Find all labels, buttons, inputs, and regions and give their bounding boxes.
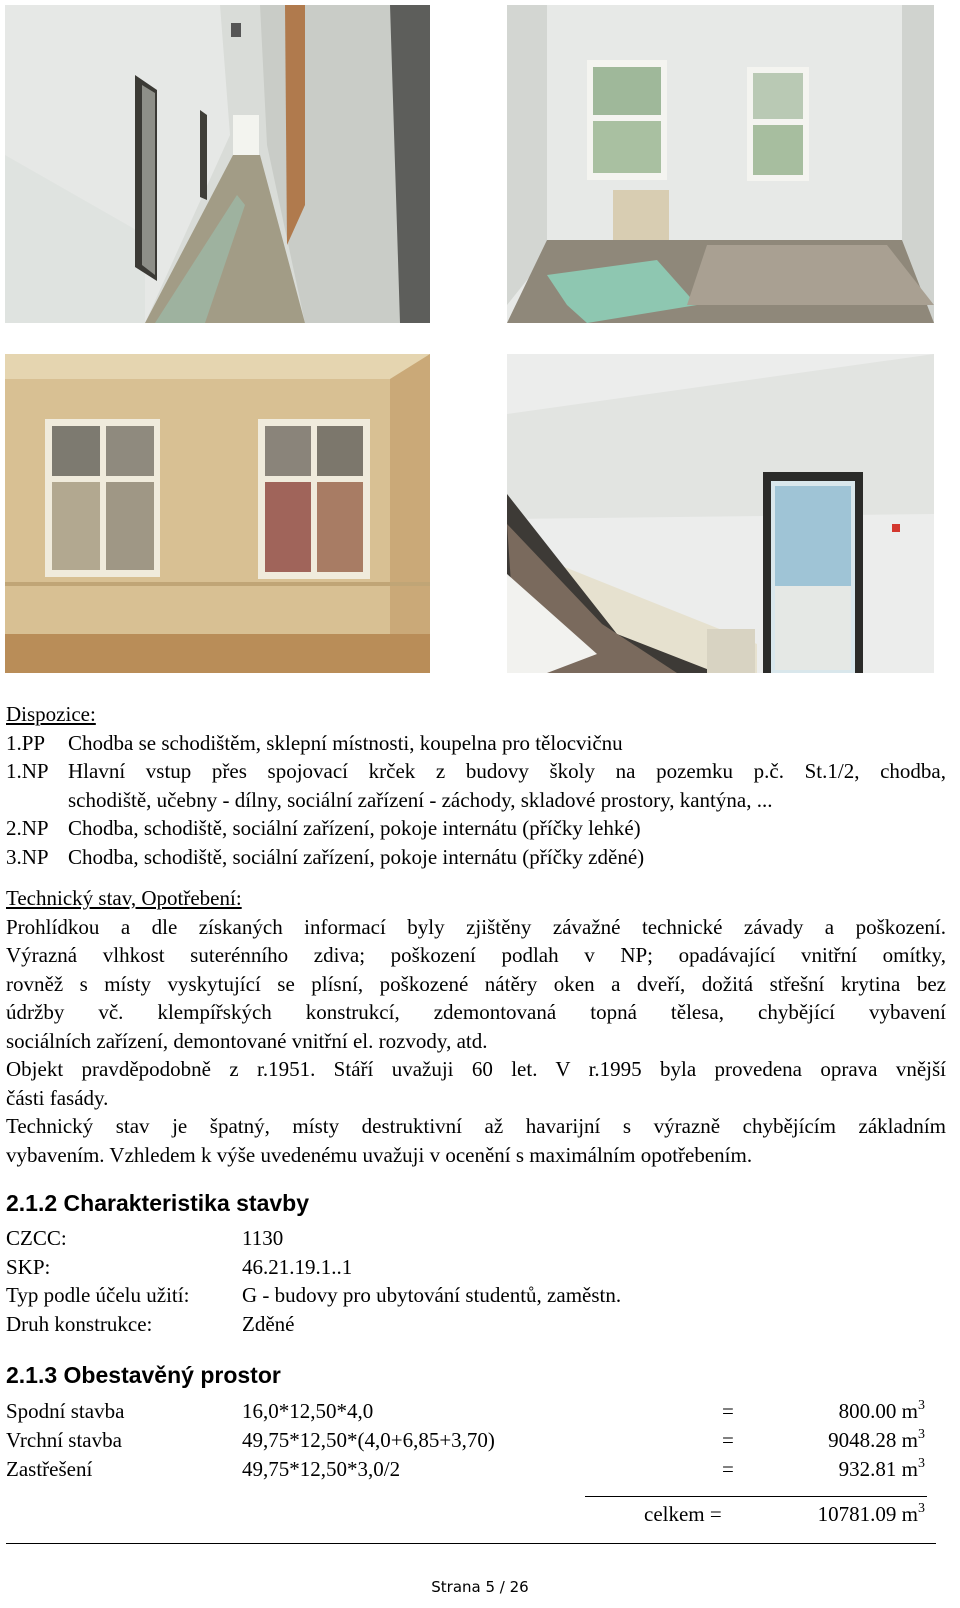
paragraph-line: Prohlídkou a dle získaných informací byly zjištěny závažné technické závady a poškození. [6, 914, 946, 939]
kv-value: G - budovy pro ubytování studentů, zaměstn. [242, 1283, 622, 1307]
floor-code: 1.NP [6, 759, 49, 783]
technicky-stav-heading: Technický stav, Opotřebení: [6, 886, 242, 910]
paragraph-line: části fasády. [6, 1085, 109, 1110]
floor-code: 2.NP [6, 816, 49, 840]
volume-label: Zastřešení [6, 1457, 93, 1481]
floor-description: Chodba, schodiště, sociální zařízení, pokoje internátu (příčky zděné) [68, 844, 645, 869]
total-label: celkem = [644, 1502, 722, 1526]
charakteristika-heading: 2.1.2 Charakteristika stavby [6, 1190, 310, 1216]
paragraph-line: sociálních zařízení, demontované vnitřní el. rozvody, atd. [6, 1028, 488, 1053]
kv-row [6, 1310, 621, 1339]
total-row [6, 1500, 942, 1529]
kv-row [6, 1281, 621, 1310]
paragraph-line: Výrazná vlhkost suterénního zdiva; poškození podlah v NP; opadávající vnitřní omítky, [6, 943, 946, 967]
volume-value: 932.81 m [838, 1457, 918, 1481]
total-value: 10781.09 m [817, 1502, 918, 1526]
volume-row [6, 1397, 942, 1426]
paragraph-line: údržby vč. klempířských konstrukcí, zdemontovaná topná tělesa, chybějící vybavení [6, 1000, 946, 1024]
floor-description: Chodba se schodištěm, sklepní místnosti, koupelna pro tělocvičnu [68, 730, 623, 755]
unit-exponent: 3 [918, 1427, 925, 1442]
dispozice-heading: Dispozice: [6, 702, 96, 726]
equals-sign: = [722, 1399, 734, 1423]
floor-description: Hlavní vstup přes spojovací krček z budovy školy na pozemku p.č. St.1/2, chodba, [68, 759, 946, 783]
kv-value: 1130 [242, 1226, 284, 1250]
floor-row [6, 729, 946, 758]
equals-sign: = [722, 1457, 734, 1481]
page-number: Strana 5 / 26 [431, 1578, 529, 1596]
floor-description-continued: schodiště, učebny - dílny, sociální zařízení - záchody, skladové prostory, kantýna, ... [68, 787, 773, 812]
dispozice-section [6, 700, 946, 871]
volume-value: 800.00 m [838, 1399, 918, 1423]
kv-label: Druh konstrukce: [6, 1311, 153, 1336]
floor-row [6, 843, 946, 872]
volume-formula: 49,75*12,50*(4,0+6,85+3,70) [242, 1428, 495, 1452]
kv-label: CZCC: [6, 1226, 67, 1250]
technicky-stav-section [6, 884, 946, 1169]
charakteristika-table [6, 1224, 621, 1338]
kv-row [6, 1253, 621, 1282]
unit-exponent: 3 [918, 1456, 925, 1471]
volume-formula: 49,75*12,50*3,0/2 [242, 1457, 401, 1481]
volume-row [6, 1426, 942, 1455]
paragraph-line: Objekt pravděpodobně z r.1951. Stáří uvažuji 60 let. V r.1995 byla provedena oprava vnější [6, 1057, 946, 1081]
volume-value: 9048.28 m [828, 1428, 918, 1452]
equals-sign: = [722, 1428, 734, 1452]
staircase-photo [507, 354, 934, 673]
total-divider [585, 1496, 927, 1497]
kv-value: Zděné [242, 1311, 295, 1336]
floor-row [6, 757, 946, 786]
paragraph-line: rovněž s místy vyskytující se plísní, poškozené nátěry oken a dveří, dožitá střešní krytina bez [6, 971, 946, 996]
volume-label: Vrchní stavba [6, 1428, 122, 1452]
footer-divider [6, 1543, 936, 1544]
kv-value: 46.21.19.1..1 [242, 1254, 353, 1279]
yellow-room-photo [5, 354, 430, 673]
corridor-photo [5, 5, 430, 323]
volume-label: Spodní stavba [6, 1399, 125, 1423]
unit-exponent: 3 [918, 1501, 925, 1516]
volume-row [6, 1455, 942, 1484]
floor-description: Chodba, schodiště, sociální zařízení, pokoje internátu (příčky lehké) [68, 816, 641, 840]
empty-room-photo [507, 5, 934, 323]
volume-formula: 16,0*12,50*4,0 [242, 1399, 374, 1423]
floor-code: 3.NP [6, 844, 49, 869]
obestaveny-heading: 2.1.3 Obestavěný prostor [6, 1362, 281, 1388]
kv-label: SKP: [6, 1254, 51, 1279]
paragraph-line: Technický stav je špatný, místy destruktivní až havarijní s výrazně chybějícím základním [6, 1114, 946, 1138]
floor-row [6, 814, 946, 843]
unit-exponent: 3 [918, 1398, 925, 1413]
paragraph-line: vybavením. Vzhledem k výše uvedenému uvažuji v ocenění s maximálním opotřebením. [6, 1142, 753, 1167]
kv-label: Typ podle účelu užití: [6, 1283, 190, 1307]
floor-code: 1.PP [6, 730, 46, 755]
kv-row [6, 1224, 621, 1253]
